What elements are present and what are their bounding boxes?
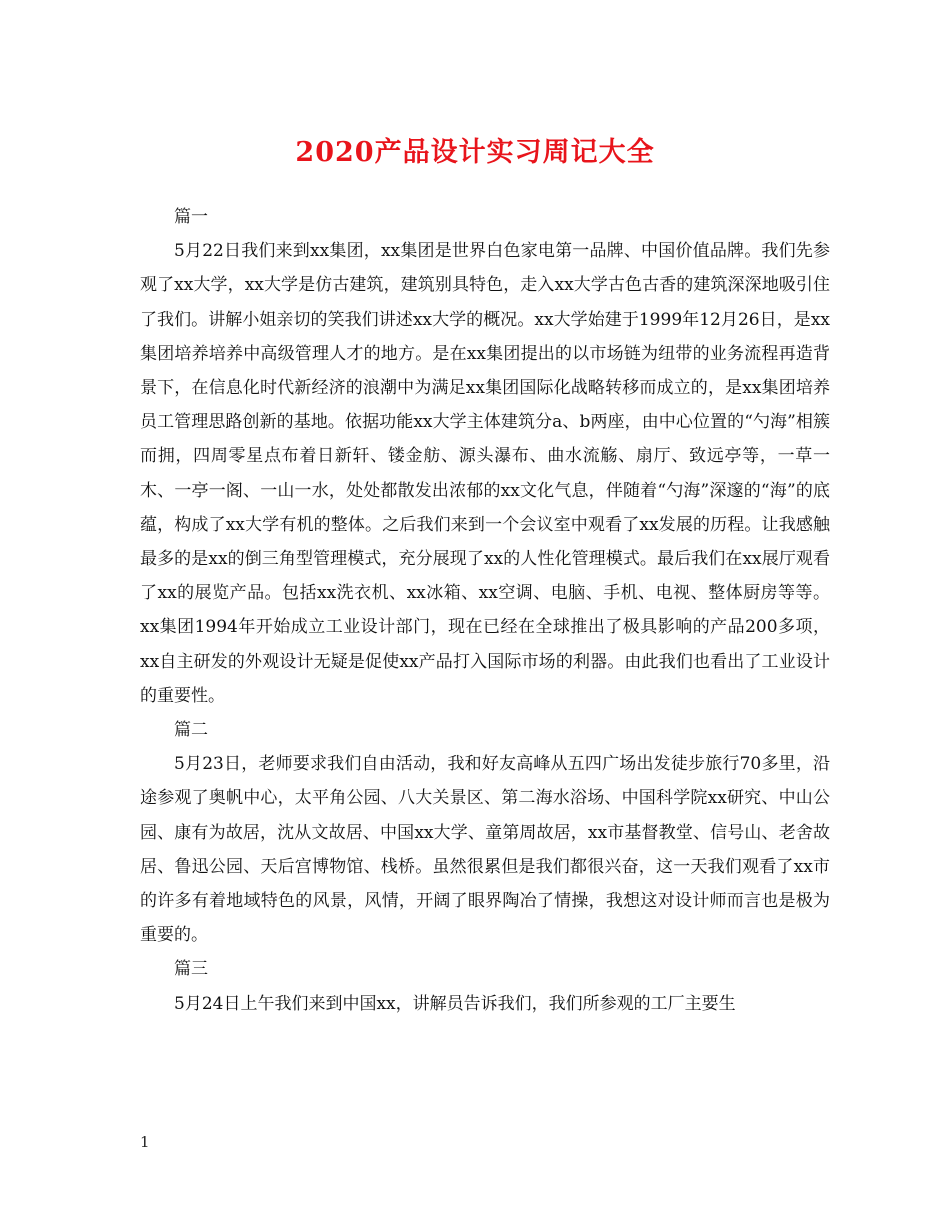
section-heading-3: 篇三 (174, 959, 208, 980)
page-number: 1 (140, 1133, 150, 1151)
page-title: 2020产品设计实习周记大全 (295, 137, 655, 168)
document-body (140, 200, 830, 1021)
section-heading-2: 篇二 (174, 720, 208, 741)
section-paragraph-1: 5月22日我们来到xx集团，xx集团是世界白色家电第一品牌、中国价值品牌。我们先参观了xx大学，xx大学是仿古建筑，建筑别具特色，走入xx大学古色古香的建筑深深地吸引住了我们。讲解小姐亲切的笑我们讲述xx大学的概况。xx大学始建于1999年12月26日，是xx集团培养培养中高级管理人才的地方。是在xx集团提出的以市场链为纽带的业务流程再造背景下，在信息化时代新经济的浪潮中为满足xx集团国际化战略转移而成立的，是xx集团培养员工管理思路创新的基地。依据功能xx大学主体建筑分a、b两座，由中心位置的“勺海”相簇而拥，四周零星点布着日新轩、镂金舫、源头瀑布、曲水流觞、扇厅、致远亭等，一草一木、一亭一阁、一山一水，处处都散发出浓郁的xx文化气息，伴随着“勺海”深邃的“海”的底蕴，构成了xx大学有机的整体。之后我们来到一个会议室中观看了xx发展的历程。让我感触最多的是xx的倒三角型管理模式，充分展现了xx的人性化管理模式。最后我们在xx展厅观看了xx的展览产品。包括xx洗衣机、xx冰箱、xx空调、电脑、手机、电视、整体厨房等等。xx集团1994年开始成立工业设计部门，现在已经在全球推出了极具影响的产品200多项，xx自主研发的外观设计无疑是促使xx产品打入国际市场的利器。由此我们也看出了工业设计的重要性。 (140, 241, 830, 706)
section-heading-1: 篇一 (174, 207, 208, 227)
section-paragraph-3: 5月24日上午我们来到中国xx，讲解员告诉我们，我们所参观的工厂主要生 (174, 993, 736, 1014)
section-paragraph-2: 5月23日，老师要求我们自由活动，我和好友高峰从五四广场出发徒步旅行70多里，沿途参观了奥帆中心，太平角公园、八大关景区、第二海水浴场、中国科学院xx研究、中山公园、康有为故居，沈从文故居、中国xx大学、童第周故居，xx市基督教堂、信号山、老舍故居、鲁迅公园、天后宫博物馆、栈桥。虽然很累但是我们都很兴奋，这一天我们观看了xx市的许多有着地域特色的风景，风情，开阔了眼界陶冶了情操，我想这对设计师而言也是极为重要的。 (140, 754, 830, 946)
